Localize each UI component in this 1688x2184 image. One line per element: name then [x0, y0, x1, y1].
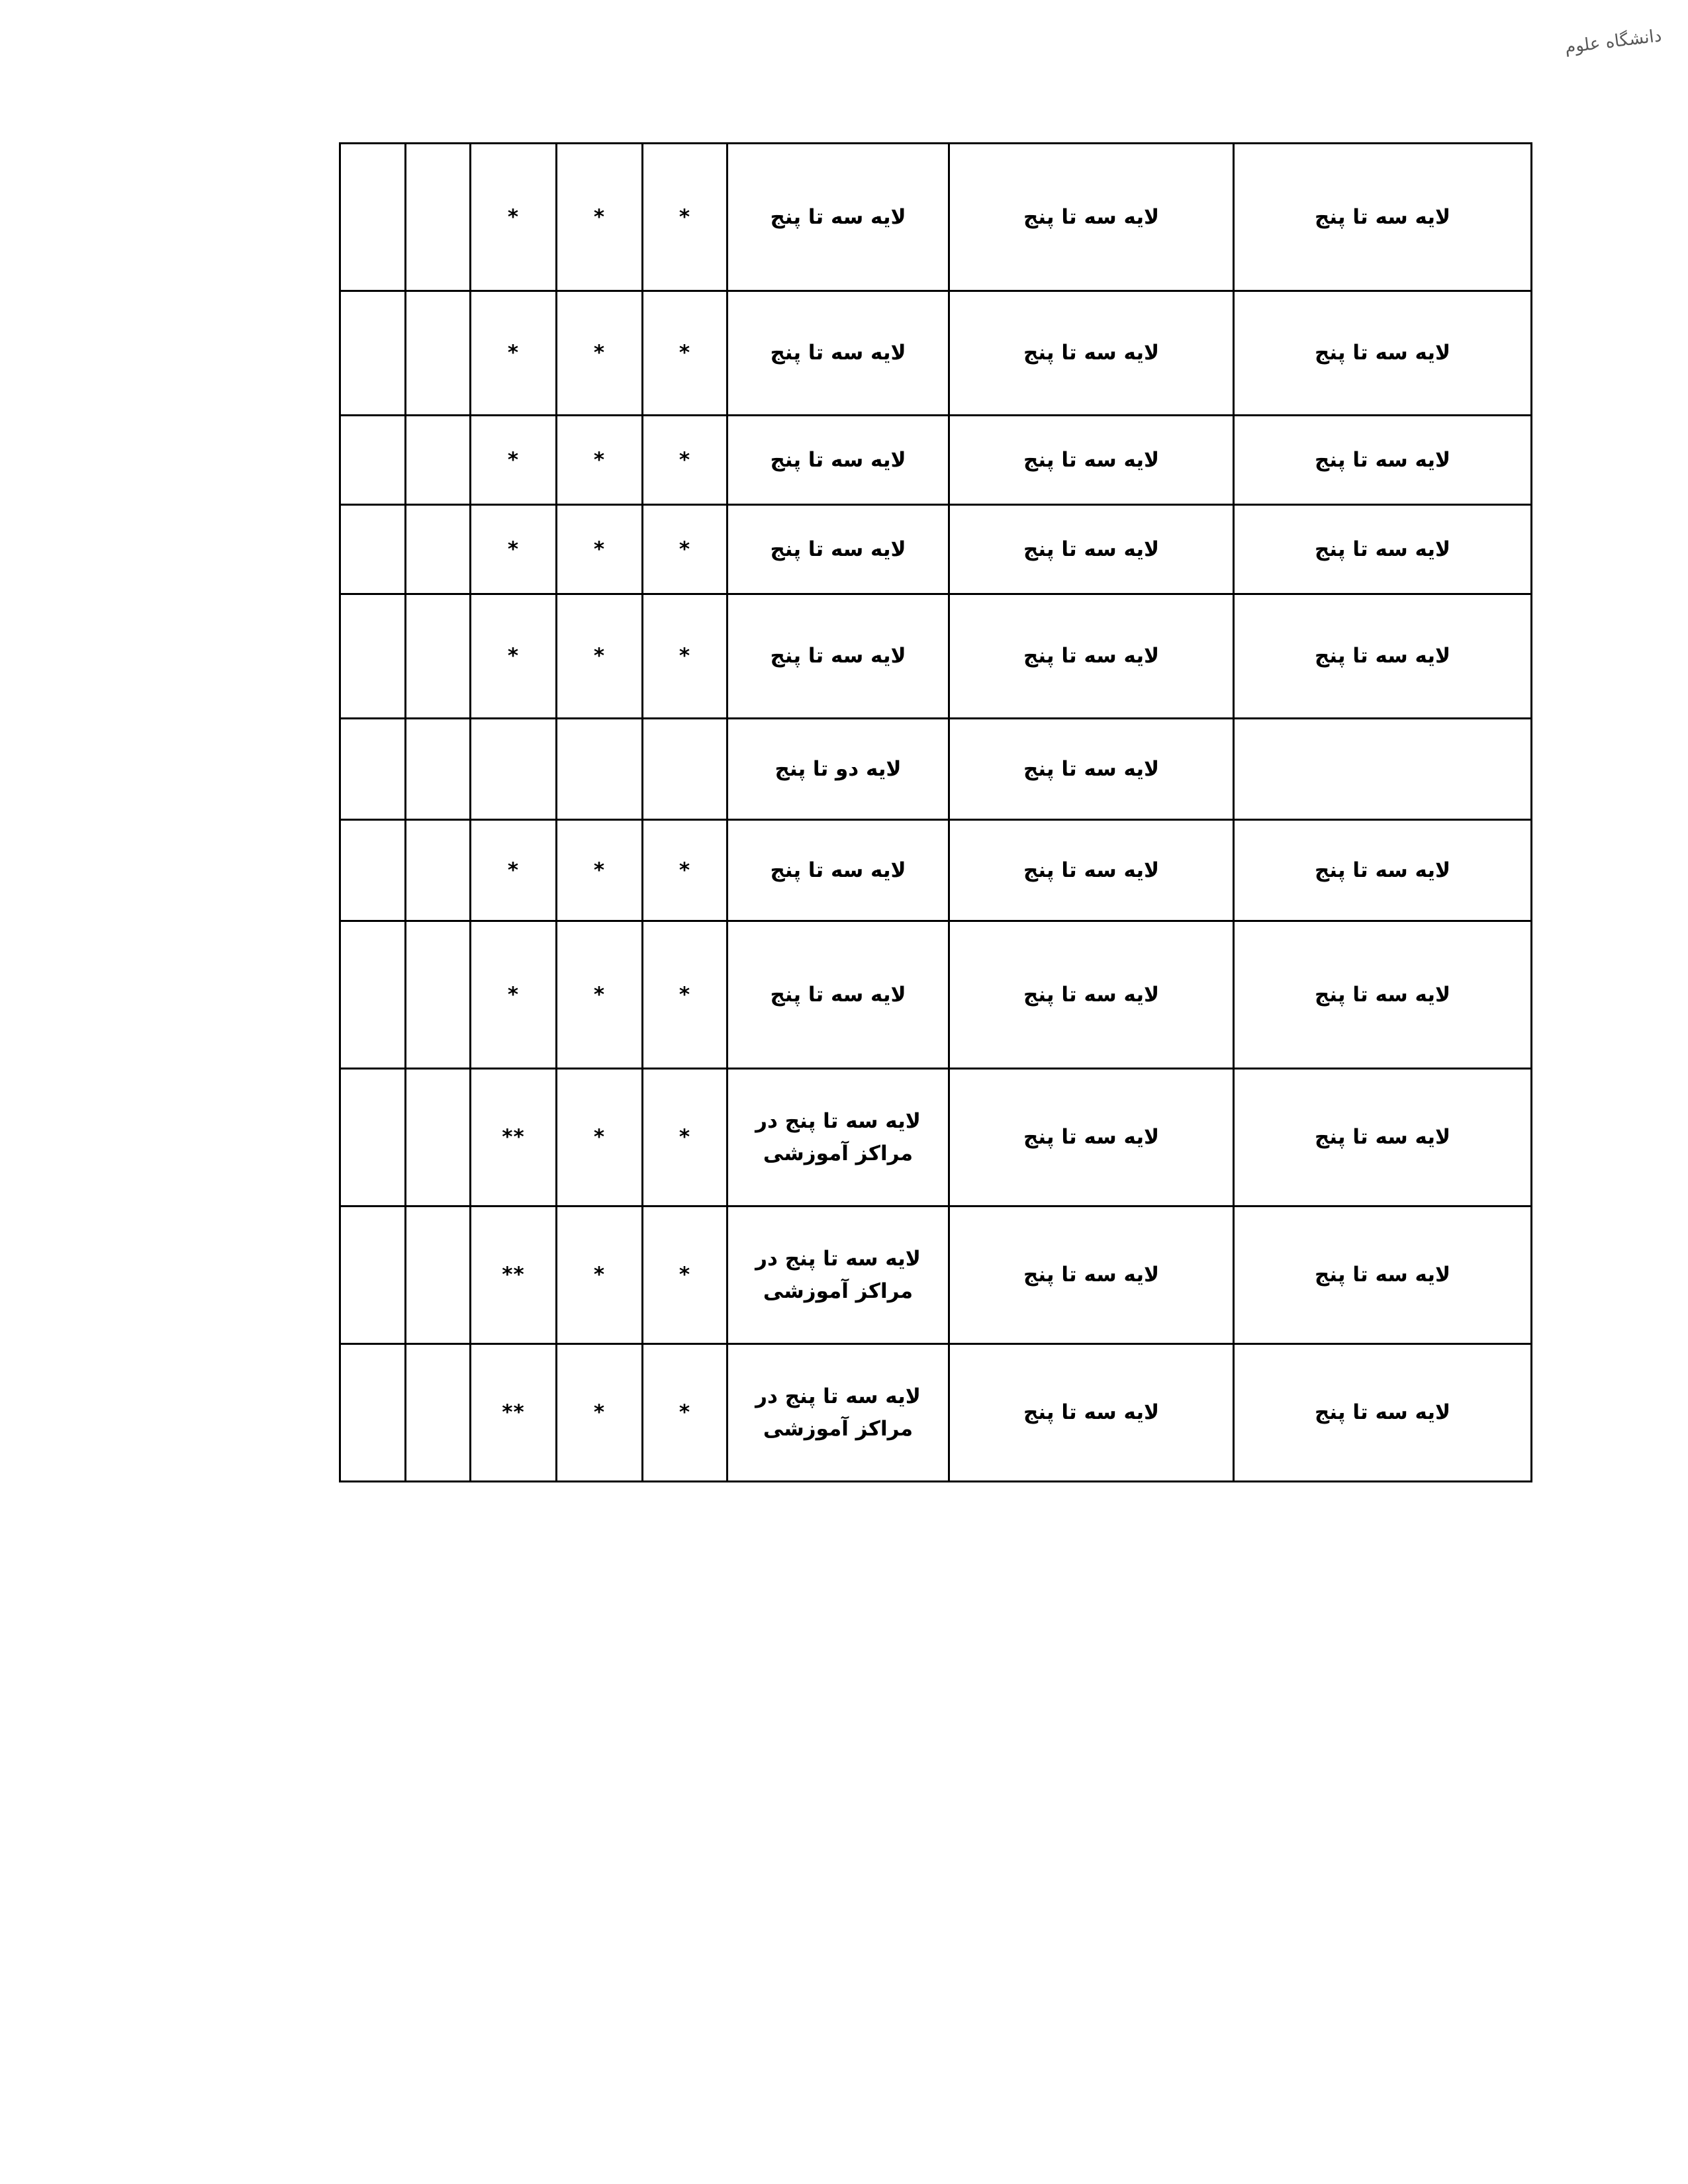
- table-cell-r4-c6: *: [471, 505, 557, 594]
- table-cell-r10-c2: لایه سه تا پنج: [949, 1206, 1234, 1344]
- table-cell-r1-c8: [340, 144, 406, 291]
- table-cell-r2-c4: *: [643, 291, 727, 416]
- table-cell-r11-c6: **: [471, 1344, 557, 1482]
- table-cell-r3-c7: [406, 416, 471, 505]
- table-cell-r8-c8: [340, 921, 406, 1069]
- table-cell-r9-c7: [406, 1069, 471, 1206]
- table-cell-r4-c4: *: [643, 505, 727, 594]
- table-cell-r6-c1: [1234, 719, 1532, 820]
- table-cell-r5-c6: *: [471, 594, 557, 719]
- table-cell-r4-c1: لایه سه تا پنج: [1234, 505, 1532, 594]
- table-cell-r8-c3: لایه سه تا پنج: [727, 921, 949, 1069]
- table-cell-r4-c8: [340, 505, 406, 594]
- table-cell-r2-c1: لایه سه تا پنج: [1234, 291, 1532, 416]
- table-cell-r8-c5: *: [557, 921, 643, 1069]
- table-row: [340, 144, 1532, 291]
- table-cell-r7-c1: لایه سه تا پنج: [1234, 820, 1532, 921]
- table-cell-r2-c2: لایه سه تا پنج: [949, 291, 1234, 416]
- table-cell-r8-c1: لایه سه تا پنج: [1234, 921, 1532, 1069]
- table-cell-r10-c4: *: [643, 1206, 727, 1344]
- table-cell-r10-c5: *: [557, 1206, 643, 1344]
- table-body: [340, 144, 1532, 1482]
- table-row: [340, 1069, 1532, 1206]
- table-cell-r6-c6: [471, 719, 557, 820]
- table-cell-r1-c6: *: [471, 144, 557, 291]
- table-cell-r11-c5: *: [557, 1344, 643, 1482]
- table-cell-r1-c7: [406, 144, 471, 291]
- table-cell-r7-c6: *: [471, 820, 557, 921]
- table-row: [340, 1206, 1532, 1344]
- table-row: [340, 921, 1532, 1069]
- table-cell-r11-c7: [406, 1344, 471, 1482]
- table-cell-r4-c7: [406, 505, 471, 594]
- table-cell-r6-c8: [340, 719, 406, 820]
- table-cell-r2-c5: *: [557, 291, 643, 416]
- table-cell-r2-c7: [406, 291, 471, 416]
- table-cell-r8-c4: *: [643, 921, 727, 1069]
- table-cell-r11-c2: لایه سه تا پنج: [949, 1344, 1234, 1482]
- table-cell-r5-c8: [340, 594, 406, 719]
- data-table: [339, 142, 1532, 1482]
- table-row: [340, 594, 1532, 719]
- table-cell-r1-c2: لایه سه تا پنج: [949, 144, 1234, 291]
- table-cell-r10-c7: [406, 1206, 471, 1344]
- table-cell-r3-c8: [340, 416, 406, 505]
- table-row: [340, 1344, 1532, 1482]
- table-row: [340, 505, 1532, 594]
- table-cell-r2-c6: *: [471, 291, 557, 416]
- table-cell-r6-c3: لایه دو تا پنج: [727, 719, 949, 820]
- table-row: [340, 820, 1532, 921]
- table-cell-r8-c6: *: [471, 921, 557, 1069]
- table-cell-r5-c1: لایه سه تا پنج: [1234, 594, 1532, 719]
- table-cell-r3-c3: لایه سه تا پنج: [727, 416, 949, 505]
- table-cell-r5-c5: *: [557, 594, 643, 719]
- table-cell-r10-c6: **: [471, 1206, 557, 1344]
- table-cell-r9-c4: *: [643, 1069, 727, 1206]
- table-cell-r9-c6: **: [471, 1069, 557, 1206]
- table-cell-r1-c4: *: [643, 144, 727, 291]
- table-row: [340, 416, 1532, 505]
- table-row: [340, 291, 1532, 416]
- table-cell-r4-c2: لایه سه تا پنج: [949, 505, 1234, 594]
- table-cell-r7-c4: *: [643, 820, 727, 921]
- table-cell-r3-c1: لایه سه تا پنج: [1234, 416, 1532, 505]
- table-cell-r9-c1: لایه سه تا پنج: [1234, 1069, 1532, 1206]
- table-cell-r7-c8: [340, 820, 406, 921]
- table-cell-r6-c5: [557, 719, 643, 820]
- table-cell-r7-c3: لایه سه تا پنج: [727, 820, 949, 921]
- university-logo-watermark: دانشگاه علوم: [1564, 26, 1663, 58]
- table-cell-r8-c7: [406, 921, 471, 1069]
- table-cell-r11-c8: [340, 1344, 406, 1482]
- table-cell-r3-c5: *: [557, 416, 643, 505]
- table-cell-r10-c1: لایه سه تا پنج: [1234, 1206, 1532, 1344]
- table-cell-r9-c3: لایه سه تا پنج در مراکز آموزشی: [727, 1069, 949, 1206]
- table-cell-r10-c3: لایه سه تا پنج در مراکز آموزشی: [727, 1206, 949, 1344]
- table-cell-r7-c2: لایه سه تا پنج: [949, 820, 1234, 921]
- table-cell-r4-c3: لایه سه تا پنج: [727, 505, 949, 594]
- table-cell-r8-c2: لایه سه تا پنج: [949, 921, 1234, 1069]
- table-cell-r11-c4: *: [643, 1344, 727, 1482]
- table-cell-r1-c5: *: [557, 144, 643, 291]
- table-cell-r5-c4: *: [643, 594, 727, 719]
- table-cell-r5-c7: [406, 594, 471, 719]
- data-table-container: [341, 142, 1532, 1482]
- table-cell-r7-c7: [406, 820, 471, 921]
- table-cell-r10-c8: [340, 1206, 406, 1344]
- table-cell-r5-c2: لایه سه تا پنج: [949, 594, 1234, 719]
- table-cell-r6-c2: لایه سه تا پنج: [949, 719, 1234, 820]
- table-cell-r11-c1: لایه سه تا پنج: [1234, 1344, 1532, 1482]
- table-cell-r4-c5: *: [557, 505, 643, 594]
- table-cell-r9-c2: لایه سه تا پنج: [949, 1069, 1234, 1206]
- table-cell-r5-c3: لایه سه تا پنج: [727, 594, 949, 719]
- table-cell-r2-c3: لایه سه تا پنج: [727, 291, 949, 416]
- table-cell-r7-c5: *: [557, 820, 643, 921]
- table-cell-r9-c5: *: [557, 1069, 643, 1206]
- table-row: [340, 719, 1532, 820]
- table-cell-r3-c6: *: [471, 416, 557, 505]
- table-cell-r11-c3: لایه سه تا پنج در مراکز آموزشی: [727, 1344, 949, 1482]
- table-cell-r3-c2: لایه سه تا پنج: [949, 416, 1234, 505]
- table-cell-r6-c4: [643, 719, 727, 820]
- table-cell-r1-c3: لایه سه تا پنج: [727, 144, 949, 291]
- table-cell-r2-c8: [340, 291, 406, 416]
- table-cell-r1-c1: لایه سه تا پنج: [1234, 144, 1532, 291]
- table-cell-r3-c4: *: [643, 416, 727, 505]
- table-cell-r9-c8: [340, 1069, 406, 1206]
- table-cell-r6-c7: [406, 719, 471, 820]
